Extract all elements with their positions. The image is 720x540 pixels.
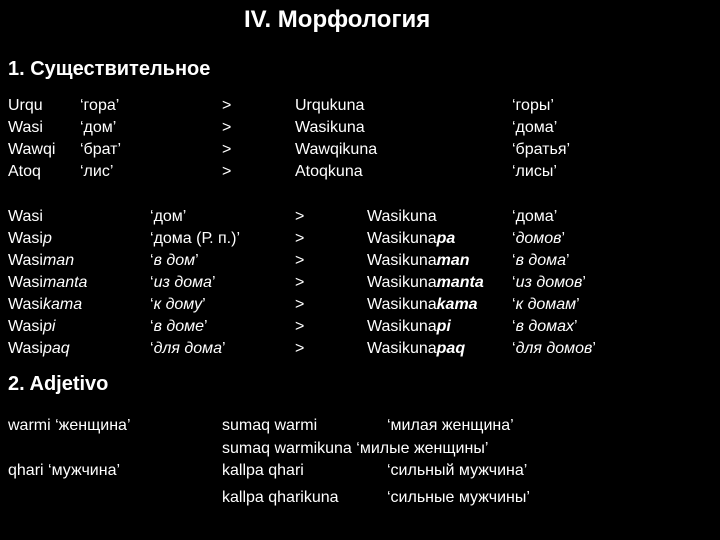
b2-plural-gloss-text: в дома: [515, 252, 566, 269]
b2-word: [8, 206, 87, 228]
b2-word-suffix: manta: [42, 274, 88, 291]
quote-open: ‘: [512, 252, 516, 269]
b1-word: Wasi: [8, 119, 43, 136]
quote-close: ’: [203, 318, 208, 335]
adj-phrase: kallpa qharikuna: [222, 489, 339, 506]
b2-word: [8, 228, 87, 250]
b2-plural-gloss: [512, 250, 596, 272]
b2-plural-suffix: paq: [436, 340, 466, 357]
adj-phrase-gloss: ‘сильный мужчина’: [387, 462, 528, 479]
b1-plural-gloss: ‘дома’: [512, 119, 558, 136]
b1-col-gloss: [80, 95, 121, 183]
quote-close: ’: [202, 296, 206, 313]
quote-close: ’: [582, 274, 586, 291]
adj-phrase: sumaq warmikuna: [222, 440, 352, 457]
quote-close: ’: [236, 230, 241, 247]
b2-gloss-text: из дома: [153, 274, 212, 291]
b2-plural-base: Wasikuna: [367, 296, 437, 313]
quote-open: ‘: [512, 340, 516, 357]
b1-plural-gloss: ‘братья’: [512, 141, 571, 158]
b2-arrow: >: [295, 340, 305, 357]
b2-gloss-text: дом: [153, 208, 183, 225]
b2-gloss: [150, 316, 240, 338]
b2-word-suffix: paq: [42, 340, 70, 357]
b1-word: Atoq: [8, 163, 41, 180]
b2-word-base: Wasi: [8, 296, 43, 313]
b2-gloss: [150, 294, 240, 316]
b2-plural-gloss: [512, 316, 596, 338]
b2-gloss-text: дома (Р. п.): [153, 230, 237, 247]
b2-arrow: >: [295, 318, 305, 335]
b2-plural: [367, 272, 484, 294]
b2-plural: [367, 250, 484, 272]
quote-close: ’: [222, 340, 226, 357]
b2-word-suffix: kama: [42, 296, 83, 313]
b2-plural-suffix: pi: [436, 318, 451, 335]
b2-word-suffix: p: [42, 230, 52, 247]
b2-col-plural-gloss: [512, 206, 596, 360]
b2-gloss: [150, 338, 240, 360]
b2-word-base: Wasi: [8, 318, 43, 335]
section-heading-adjectives: 2. Adjetivo: [8, 373, 109, 395]
adj-phrase-gloss: ‘милая женщина’: [387, 417, 514, 434]
quote-open: ‘: [150, 252, 154, 269]
b2-plural-suffix: kama: [436, 296, 478, 313]
b1-arrow: >: [222, 97, 232, 114]
b1-arrow: >: [222, 141, 232, 158]
b2-arrow: >: [295, 252, 305, 269]
b1-word: Wawqi: [8, 141, 56, 158]
b2-plural: [367, 206, 484, 228]
b2-plural-base: Wasikuna: [367, 208, 437, 225]
b2-gloss-text: к дому: [153, 296, 203, 313]
adj-phrase-1: [222, 415, 514, 437]
b2-plural: [367, 338, 484, 360]
b2-word-base: Wasi: [8, 340, 43, 357]
b1-col-plural-gloss: [512, 95, 570, 183]
quote-open: ‘: [150, 230, 154, 247]
quote-close: ’: [576, 296, 580, 313]
b1-col-arrow: [222, 95, 231, 183]
b2-word: [8, 338, 87, 360]
quote-open: ‘: [512, 230, 516, 247]
quote-close: ’: [182, 208, 187, 225]
quote-close: ’: [592, 340, 596, 357]
b2-arrow: >: [295, 274, 305, 291]
adj-phrase-3: [222, 460, 527, 482]
b2-plural-gloss-text: из домов: [515, 274, 583, 291]
adj-phrase-gloss: ‘милые женщины’: [356, 440, 489, 457]
b2-gloss-text: в доме: [153, 318, 204, 335]
b2-plural: [367, 294, 484, 316]
quote-close: ’: [565, 252, 570, 269]
quote-close: ’: [195, 252, 199, 269]
b2-gloss-text: в дом: [153, 252, 196, 269]
b2-plural-gloss-text: домов: [515, 230, 562, 247]
quote-close: ’: [211, 274, 216, 291]
b2-arrow: >: [295, 296, 305, 313]
b1-plural-gloss: ‘лисы’: [512, 163, 557, 180]
section-heading-nouns: 1. Существительное: [8, 58, 211, 80]
b2-plural-base: Wasikuna: [367, 340, 437, 357]
adj-word-2: [8, 460, 120, 482]
quote-open: ‘: [512, 318, 516, 335]
adj-phrase-gloss: ‘сильные мужчины’: [387, 489, 530, 506]
b2-plural-base: Wasikuna: [367, 318, 437, 335]
b1-plural: Atoqkuna: [295, 163, 363, 180]
b2-plural-suffix: pa: [436, 230, 456, 247]
b2-plural-base: Wasikuna: [367, 252, 437, 269]
b1-plural: Wawqikuna: [295, 141, 378, 158]
b2-gloss: [150, 228, 240, 250]
b1-plural-gloss: ‘горы’: [512, 97, 554, 114]
adj-phrase: sumaq warmi: [222, 417, 318, 434]
b1-arrow: >: [222, 163, 232, 180]
quote-close: ’: [553, 208, 558, 225]
b2-col-arrow: [295, 206, 304, 360]
b2-col-word: [8, 206, 87, 360]
b2-word-base: Wasi: [8, 208, 43, 225]
b2-col-plural: [367, 206, 484, 360]
adj-phrase-2: [222, 438, 488, 460]
b2-arrow: >: [295, 230, 305, 247]
adj-word-1: [8, 415, 131, 437]
b1-plural: Wasikuna: [295, 119, 365, 136]
b1-gloss: ‘лис’: [80, 163, 114, 180]
quote-open: ‘: [150, 208, 154, 225]
b2-word-suffix: man: [42, 252, 75, 269]
b1-word: Urqu: [8, 97, 43, 114]
quote-open: ‘: [512, 296, 516, 313]
b2-word-base: Wasi: [8, 230, 43, 247]
b2-plural-suffix: manta: [436, 274, 484, 291]
b1-gloss: ‘брат’: [80, 141, 122, 158]
b2-plural-gloss: [512, 228, 596, 250]
quote-open: ‘: [150, 340, 154, 357]
b2-gloss: [150, 272, 240, 294]
b1-col-plural: [295, 95, 377, 183]
b2-plural: [367, 228, 484, 250]
b2-plural-base: Wasikuna: [367, 230, 437, 247]
adj-word: warmi: [8, 417, 51, 434]
b2-plural-gloss: [512, 338, 596, 360]
quote-open: ‘: [512, 274, 516, 291]
b2-gloss: [150, 206, 240, 228]
b1-gloss: ‘дом’: [80, 119, 117, 136]
b2-plural-suffix: man: [436, 252, 470, 269]
b2-word: [8, 250, 87, 272]
b2-plural-gloss: [512, 206, 596, 228]
b2-plural-gloss-text: дома: [515, 208, 554, 225]
b2-gloss: [150, 250, 240, 272]
b2-plural-gloss-text: в домах: [515, 318, 574, 335]
quote-open: ‘: [150, 274, 154, 291]
slide-title: IV. Морфология: [244, 6, 431, 33]
b1-plural: Urqukuna: [295, 97, 365, 114]
adj-gloss: ‘мужчина’: [48, 462, 121, 479]
b2-word-suffix: pi: [42, 318, 56, 335]
b1-gloss: ‘гора’: [80, 97, 120, 114]
adj-phrase-4: [222, 487, 530, 509]
adj-gloss: ‘женщина’: [55, 417, 131, 434]
b2-plural-gloss: [512, 294, 596, 316]
b2-word: [8, 272, 87, 294]
quote-open: ‘: [150, 318, 154, 335]
b2-col-gloss: [150, 206, 240, 360]
b2-word: [8, 294, 87, 316]
b2-word: [8, 316, 87, 338]
b1-col-word: [8, 95, 55, 183]
b2-arrow: >: [295, 208, 305, 225]
b2-word-base: Wasi: [8, 252, 43, 269]
quote-open: ‘: [150, 296, 154, 313]
b2-plural-gloss-text: к домам: [515, 296, 577, 313]
b2-plural-gloss: [512, 272, 596, 294]
quote-open: ‘: [512, 208, 516, 225]
b2-plural-base: Wasikuna: [367, 274, 437, 291]
adj-word: qhari: [8, 462, 44, 479]
b1-arrow: >: [222, 119, 232, 136]
quote-close: ’: [561, 230, 566, 247]
b2-plural: [367, 316, 484, 338]
b2-word-base: Wasi: [8, 274, 43, 291]
quote-close: ’: [573, 318, 578, 335]
b2-plural-gloss-text: для домов: [515, 340, 593, 357]
adj-phrase: kallpa qhari: [222, 462, 304, 479]
b2-gloss-text: для дома: [153, 340, 223, 357]
